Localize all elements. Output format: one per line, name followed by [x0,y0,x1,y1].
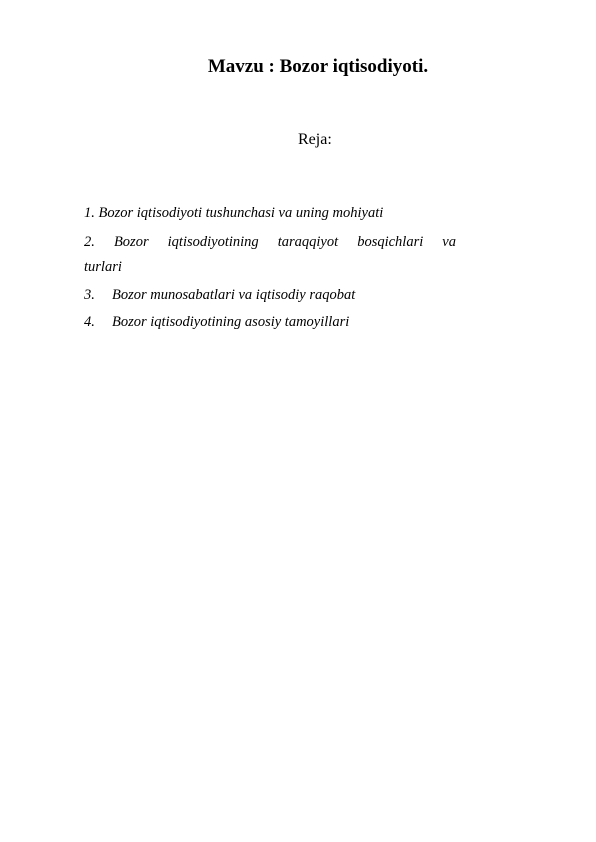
plan-item-text: Bozor iqtisodiyotining asosiy tamoyillari [112,314,350,330]
plan-item-number: 4. [84,314,95,330]
plan-item-text: Bozor iqtisodiyoti tushunchasi va uning mohiyati [98,205,384,221]
plan-item-2 [84,229,456,279]
plan-item-number: 2. [84,234,95,250]
plan-item-line [84,229,456,255]
plan-item-text-continued: turlari [84,259,122,275]
plan-heading: Reja: [298,131,332,148]
plan-item-number: 1. [84,205,95,221]
plan-item-3 [84,284,456,306]
page-title: Mavzu : Bozor iqtisodiyoti. [207,56,429,77]
plan-item-4 [84,311,456,333]
plan-item-number: 3. [84,287,95,303]
plan-item-text: Bozor munosabatlari va iqtisodiy raqobat [112,287,356,303]
plan-list [84,202,456,338]
plan-item-text: Bozor iqtisodiyotining taraqqiyot bosqichlari va [113,234,456,250]
plan-item-1 [84,202,456,224]
